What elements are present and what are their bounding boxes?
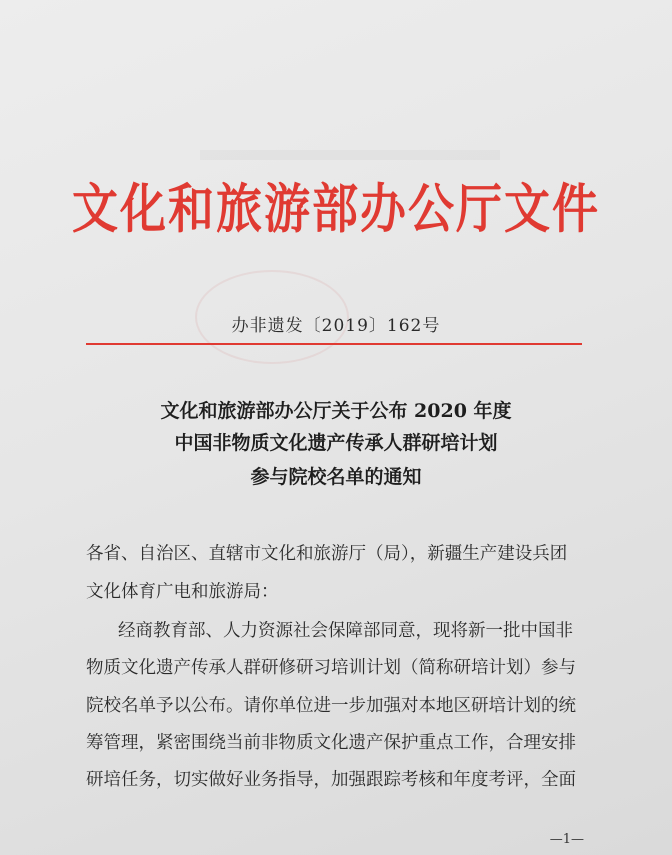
body-line: 经商教育部、人力资源社会保障部同意，现将新一批中国非	[118, 621, 573, 641]
body-line: 文化体育广电和旅游局：	[86, 582, 279, 602]
body-line: 筹管理，紧密围绕当前非物质文化遗产保护重点工作，合理安排	[86, 733, 576, 753]
body-line: 物质文化遗产传承人群研修研习培训计划（简称研培计划）参与	[86, 658, 576, 678]
body-line: 研培任务，切实做好业务指导，加强跟踪考核和年度考评，全面	[86, 770, 576, 790]
document-number: 办非遗发〔2019〕162号	[231, 316, 441, 336]
notice-title-line-2: 中国非物质文化遗产传承人群研培计划	[174, 432, 498, 454]
notice-title-line-3: 参与院校名单的通知	[250, 466, 422, 488]
document-header-title: 文化和旅游部办公厅文件	[72, 177, 600, 240]
page-number: —1—	[549, 832, 584, 847]
header-red-divider	[86, 343, 582, 345]
notice-title-line-1: 文化和旅游部办公厅关于公布 2020 年度	[160, 400, 512, 422]
bleed-through-shadow	[200, 150, 500, 160]
body-line: 院校名单予以公布。请你单位进一步加强对本地区研培计划的统	[86, 696, 576, 716]
body-line: 各省、自治区、直辖市文化和旅游厅（局），新疆生产建设兵团	[86, 544, 568, 564]
